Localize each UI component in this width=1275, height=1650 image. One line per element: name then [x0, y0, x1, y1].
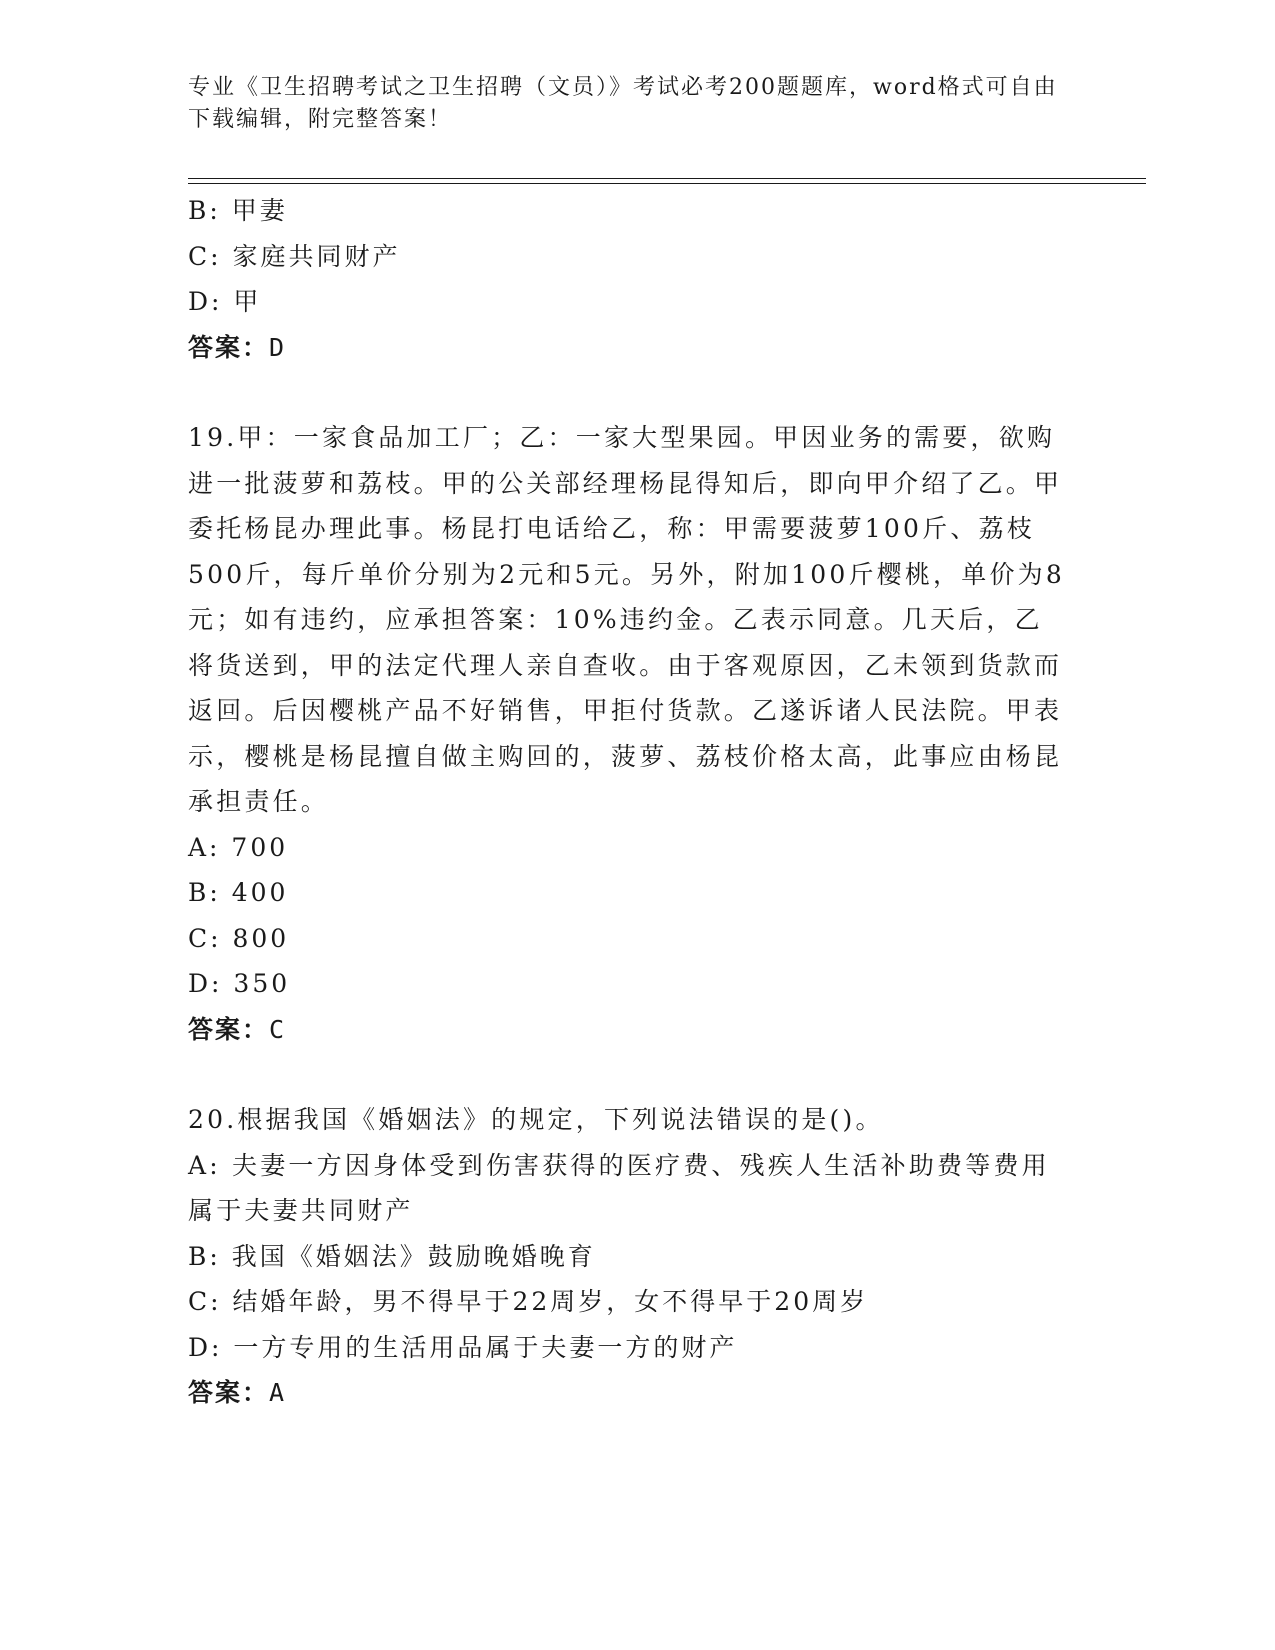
- option-b: B: 400: [188, 878, 289, 907]
- answer-value: A: [269, 1378, 287, 1407]
- answer-value: D: [269, 332, 287, 362]
- option-c: C: 家庭共同财产: [188, 241, 401, 271]
- spacer: [188, 1052, 1068, 1097]
- answer-line: [188, 1370, 1068, 1416]
- question-stem: 20.根据我国《婚姻法》的规定，下列说法错误的是()。: [188, 1105, 884, 1134]
- answer-line: [188, 325, 1068, 371]
- answer-line: [188, 1007, 1068, 1053]
- spacer: [188, 370, 1068, 415]
- question-20: [188, 1097, 1068, 1416]
- option-c: C: 800: [188, 923, 290, 953]
- option-a: A: 夫妻一方因身体受到伤害获得的医疗费、残疾人生活补助费等费用属于夫妻共同财产: [188, 1150, 1050, 1225]
- option-c: C: 结婚年龄，男不得早于22周岁，女不得早于20周岁: [188, 1287, 869, 1316]
- option-b: B: 我国《婚姻法》鼓励晚婚晚育: [188, 1241, 596, 1271]
- question-18-tail: [188, 188, 1068, 370]
- question-19: [188, 415, 1068, 1052]
- page-header: 专业《卫生招聘考试之卫生招聘（文员）》考试必考200题题库，word格式可自由下载编辑，附完整答案！: [188, 75, 1058, 132]
- answer-label: 答案：: [188, 1378, 270, 1407]
- header-divider: [188, 178, 1146, 184]
- answer-label: 答案：: [188, 332, 270, 362]
- question-stem: 19.甲：一家食品加工厂；乙：一家大型果园。甲因业务的需要，欲购进一批菠萝和荔枝。甲的公关部经理杨昆得知后，即向甲介绍了乙。甲委托杨昆办理此事。杨昆打电话给乙，称：甲需要菠萝100斤、荔枝500斤，每斤单价分别为2元和5元。另外，附加100斤樱桃，单价为8元；如有违约，应承担答案：10%违约金。乙表示同意。几天后，乙将货送到，甲的法定代理人亲自查收。由于客观原因，乙未领到货款而返回。后因樱桃产品不好销售，甲拒付货款。乙遂诉诸人民法院。甲表示，樱桃是杨昆擅自做主购回的，菠萝、荔枝价格太高，此事应由杨昆承担责任。: [188, 423, 1065, 816]
- option-d: D: 甲: [188, 287, 262, 316]
- option-b: B: 甲妻: [188, 196, 288, 225]
- option-d: D: 一方专用的生活用品属于夫妻一方的财产: [188, 1332, 738, 1362]
- answer-label: 答案：: [188, 1014, 270, 1044]
- option-d: D: 350: [188, 969, 291, 998]
- answer-value: C: [269, 1014, 287, 1044]
- document-body: [188, 188, 1068, 1416]
- option-a: A: 700: [188, 832, 289, 862]
